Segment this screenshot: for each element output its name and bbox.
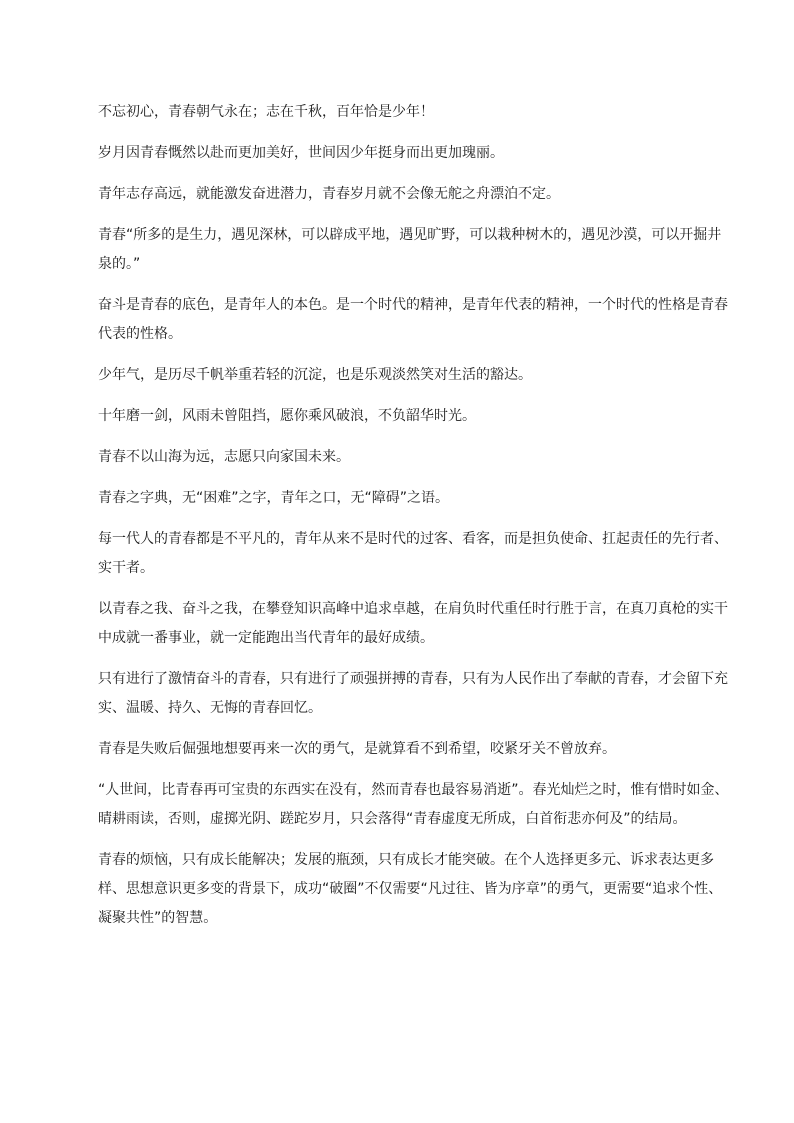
document-body [98,98,734,945]
paragraph-2: 岁月因青春慨然以赴而更加美好，世间因少年挺身而出更加瑰丽。 [98,145,504,161]
paragraph-14: “人世间，比青春再可宝贵的东西实在没有，然而青春也最容易消逝”。春光灿烂之时，惟有惜时如金、晴耕雨读，否则，虚掷光阴、蹉跎岁月，只会落得“青春虚度无所成，白首衔悲亦何及”的结局。 [98,782,729,827]
paragraph-12: 只有进行了激情奋斗的青春，只有进行了顽强拼搏的青春，只有为人民作出了奉献的青春，才会留下充实、温暖、持久、无悔的青春回忆。 [98,671,728,716]
paragraph-15: 青春的烦恼，只有成长能解决；发展的瓶颈，只有成长才能突破。在个人选择更多元、诉求表达更多样、思想意识更多变的背景下，成功“破圈”不仅需要“凡过往、皆为序章”的勇气，更需要“追求个性、凝聚共性”的智慧。 [98,852,723,926]
paragraph-13: 青春是失败后倔强地想要再来一次的勇气，是就算看不到希望，咬紧牙关不曾放弃。 [98,741,616,757]
paragraph-10: 每一代人的青春都是不平凡的，青年从来不是时代的过客、看客，而是担负使命、扛起责任的先行者、实干者。 [98,531,728,576]
paragraph-7: 十年磨一剑，风雨未曾阻挡，愿你乘风破浪，不负韶华时光。 [98,408,476,424]
paragraph-6: 少年气，是历尽千帆举重若轻的沉淀，也是乐观淡然笑对生活的豁达。 [98,367,532,383]
paragraph-5: 奋斗是青春的底色，是青年人的本色。是一个时代的精神，是青年代表的精神，一个时代的性格是青春代表的性格。 [98,297,728,342]
paragraph-4: 青春“所多的是生力，遇见深林，可以辟成平地，遇见旷野，可以栽种树木的，遇见沙漠，可以开掘井泉的。” [98,227,722,272]
paragraph-8: 青春不以山海为远，志愿只向家国未来。 [98,449,350,465]
paragraph-11: 以青春之我、奋斗之我，在攀登知识高峰中追求卓越，在肩负时代重任时行胜于言，在真刀真枪的实干中成就一番事业，就一定能跑出当代青年的最好成绩。 [98,601,728,646]
paragraph-9: 青春之字典，无“困难”之字，青年之口，无“障碍”之语。 [98,490,450,506]
paragraph-3: 青年志存高远，就能激发奋进潜力，青春岁月就不会像无舵之舟漂泊不定。 [98,186,560,202]
paragraph-1: 不忘初心，青春朝气永在；志在千秋，百年恰是少年！ [98,104,434,120]
